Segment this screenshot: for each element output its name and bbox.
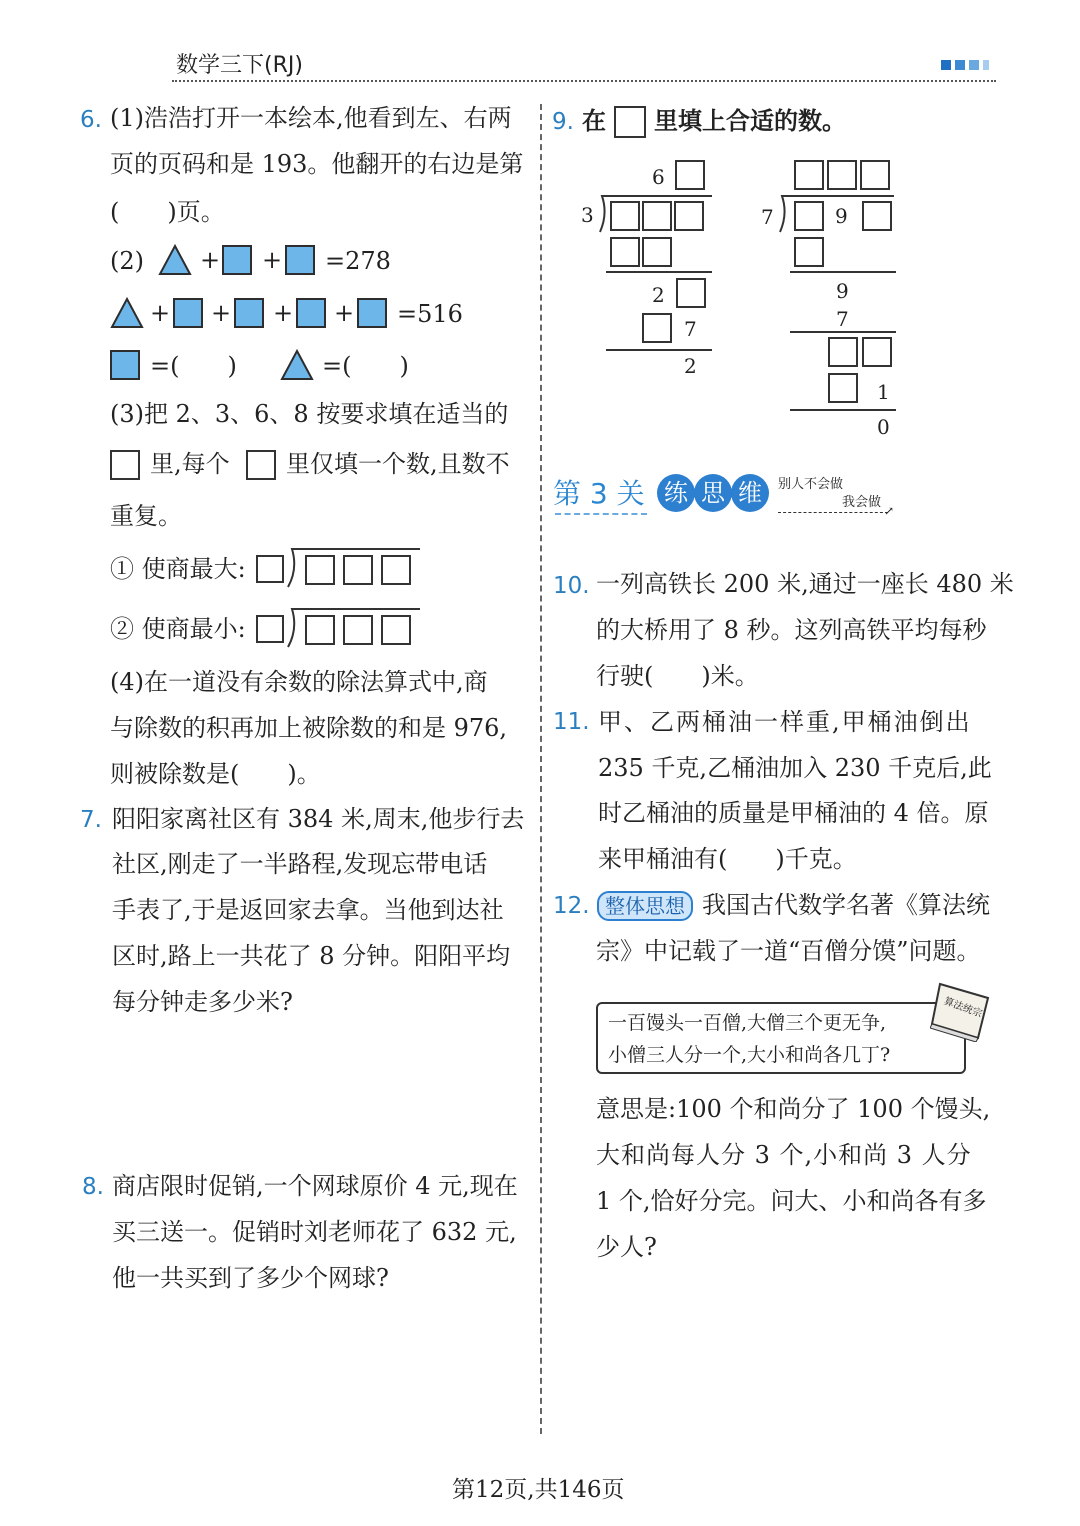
section-level-label: 第 3 关	[553, 477, 645, 510]
page-footer: 第12页,共146页	[452, 1477, 625, 1503]
q6-p4-line1: (4)在一道没有余数的除法算式中,商	[110, 668, 488, 696]
dividend-box[interactable]	[381, 555, 411, 585]
square-icon	[357, 298, 387, 328]
q12-number: 12.	[553, 893, 590, 919]
q11-line1: 甲、乙两桶油一样重,甲桶油倒出	[598, 708, 972, 736]
poem-line1: 一百馒头一百僧,大僧三个更无争,	[608, 1012, 887, 1034]
d1-divisor: 3	[581, 203, 594, 227]
plus-sign: +	[273, 299, 294, 327]
q12-explain-line2: 大和尚每人分 3 个,小和尚 3 人分	[596, 1141, 972, 1169]
q6-p3-line1: (3)把 2、3、6、8 按要求填在适当的	[110, 400, 509, 428]
book-title: 算法统宗	[942, 996, 984, 1021]
square-icon	[222, 245, 252, 275]
q8-line3: 他一共买到了多少个网球?	[112, 1264, 389, 1292]
eq1-result: =278	[325, 247, 391, 275]
q7-number: 7.	[80, 807, 102, 833]
d1-step-digit: 7	[684, 317, 697, 341]
d2-rule	[790, 409, 896, 411]
q10-line2: 的大桥用了 8 秒。这列高铁平均每秒	[596, 616, 987, 644]
q8-line2: 买三送一。促销时刘老师花了 632 元,	[112, 1218, 517, 1246]
d2-step-digit: 1	[877, 380, 890, 404]
plus-sign: +	[334, 299, 355, 327]
d1-step-box[interactable]	[642, 313, 672, 343]
q6-p1-line2: 页的页码和是 193。他翻开的右边是第	[110, 150, 524, 178]
q11-number: 11.	[553, 709, 590, 735]
d2-quotient-box[interactable]	[860, 160, 890, 190]
d1-quotient-box[interactable]	[675, 160, 705, 190]
empty-box	[110, 450, 140, 480]
q6-number: 6.	[80, 107, 102, 133]
d2-dividend-box[interactable]	[862, 201, 892, 231]
empty-box	[614, 106, 646, 138]
q12-explain-line4: 少人?	[596, 1233, 657, 1261]
divisor-box[interactable]	[256, 615, 284, 643]
d1-remainder-digit: 2	[652, 283, 665, 307]
q10-line3: 行驶( )米。	[596, 662, 759, 690]
q8-line1: 商店限时促销,一个网球原价 4 元,现在	[112, 1172, 518, 1200]
section-level-underline	[555, 513, 647, 515]
triangle-icon	[110, 297, 144, 329]
square-icon	[173, 298, 203, 328]
d1-rule	[606, 349, 712, 351]
triangle-icon	[280, 349, 314, 381]
d2-final-remainder: 0	[877, 415, 890, 439]
q6-p2-label: (2)	[110, 247, 144, 275]
book-icon	[930, 980, 988, 1038]
q7-line1: 阳阳家离社区有 384 米,周末,他步行去	[112, 805, 525, 833]
d1-product-box[interactable]	[610, 237, 640, 267]
d1-product-box[interactable]	[642, 237, 672, 267]
d2-divisor: 7	[761, 205, 774, 229]
q12-explain-line3: 1 个,恰好分完。问大、小和尚各有多	[596, 1187, 987, 1215]
q11-line4: 来甲桶油有( )千克。	[598, 845, 857, 873]
q11-line2: 235 千克,乙桶油加入 230 千克后,此	[598, 754, 992, 782]
d2-step-box[interactable]	[828, 337, 858, 367]
q6-min-label: ② 使商最小:	[110, 615, 246, 643]
q6-p3-line2a: 里,每个	[150, 450, 230, 478]
q7-line2: 社区,刚走了一半路程,发现忘带电话	[112, 850, 488, 878]
column-divider	[540, 104, 542, 1434]
d2-rule	[790, 331, 896, 333]
empty-box	[246, 450, 276, 480]
eq2-result: =516	[397, 300, 463, 328]
q10-number: 10.	[553, 573, 590, 599]
plus-sign: +	[200, 246, 221, 274]
q10-line1: 一列高铁长 200 米,通过一座长 480 米	[596, 570, 1014, 598]
q6-max-label: ① 使商最大:	[110, 555, 246, 583]
q6-p4-line3: 则被除数是( )。	[110, 760, 321, 788]
d2-step-digit: 7	[836, 307, 849, 331]
divisor-box[interactable]	[256, 555, 284, 583]
d2-quotient-box[interactable]	[827, 160, 857, 190]
q7-line5: 每分钟走多少米?	[112, 988, 293, 1016]
q6-p1-line1: (1)浩浩打开一本绘本,他看到左、右两	[110, 104, 512, 132]
page-header-title: 数学三下(RJ)	[176, 53, 303, 78]
d2-dividend-box[interactable]	[794, 201, 824, 231]
section-slogan-2: 我会做	[842, 495, 882, 510]
d1-dividend-box[interactable]	[674, 201, 704, 231]
d2-quotient-box[interactable]	[794, 160, 824, 190]
dividend-box[interactable]	[343, 555, 373, 585]
q12-explain-line1: 意思是:100 个和尚分了 100 个馒头,	[596, 1095, 991, 1123]
q8-number: 8.	[82, 1174, 104, 1200]
q6-p1-line3: ( )页。	[110, 198, 225, 226]
plus-sign: +	[150, 299, 171, 327]
q9-post: 里填上合适的数。	[654, 106, 846, 135]
square-icon	[110, 350, 140, 380]
section-slogan-arrow	[778, 512, 888, 513]
d2-step-digit: 9	[836, 279, 849, 303]
dividend-box[interactable]	[305, 555, 335, 585]
q11-line3: 时乙桶油的质量是甲桶油的 4 倍。原	[598, 799, 989, 827]
header-bars-icon	[941, 60, 993, 72]
d1-dividend-box[interactable]	[642, 201, 672, 231]
d2-step-box[interactable]	[828, 373, 858, 403]
q9-pre: 在	[582, 106, 606, 135]
dividend-box[interactable]	[343, 615, 373, 645]
d2-dividend-digit: 9	[835, 204, 848, 228]
d2-step-box[interactable]	[862, 337, 892, 367]
d1-dividend-box[interactable]	[610, 201, 640, 231]
d1-step-box[interactable]	[676, 278, 706, 308]
d1-final-remainder: 2	[684, 354, 697, 378]
q7-line3: 手表了,于是返回家去拿。当他到达社	[112, 896, 504, 924]
section-badge-circle: 练	[657, 474, 695, 512]
square-icon	[234, 298, 264, 328]
section-badge-circle: 思	[694, 474, 732, 512]
arrow-right-icon: ↗	[884, 504, 895, 518]
q6-p4-line2: 与除数的积再加上被除数的和是 976,	[110, 714, 508, 742]
q9-number: 9.	[552, 109, 574, 135]
q6-p3-line3: 重复。	[110, 502, 182, 530]
square-icon	[296, 298, 326, 328]
poem-line2: 小僧三人分一个,大小和尚各几丁?	[608, 1044, 891, 1066]
answer-square-blank[interactable]: =( )	[150, 352, 237, 380]
dividend-box[interactable]	[305, 615, 335, 645]
q6-p3-line2b: 里仅填一个数,且数不	[286, 450, 510, 478]
answer-triangle-blank[interactable]: =( )	[322, 352, 409, 380]
d2-product-box[interactable]	[794, 237, 824, 267]
header-rule	[172, 80, 996, 82]
d1-rule	[606, 271, 712, 273]
d2-rule	[790, 271, 896, 273]
plus-sign: +	[262, 246, 283, 274]
q12-line1: 我国古代数学名著《算法统	[702, 891, 990, 919]
section-slogan-1: 别人不会做	[778, 477, 844, 492]
section-badge-circle: 维	[731, 474, 769, 512]
q12-line2: 宗》中记载了一道“百僧分馍”问题。	[596, 937, 981, 965]
square-icon	[285, 245, 315, 275]
q12-method-badge: 整体思想	[597, 891, 693, 921]
q7-line4: 区时,路上一共花了 8 分钟。阳阳平均	[112, 942, 511, 970]
plus-sign: +	[211, 299, 232, 327]
dividend-box[interactable]	[381, 615, 411, 645]
d1-quotient-digit: 6	[652, 165, 665, 189]
triangle-icon	[158, 244, 192, 276]
